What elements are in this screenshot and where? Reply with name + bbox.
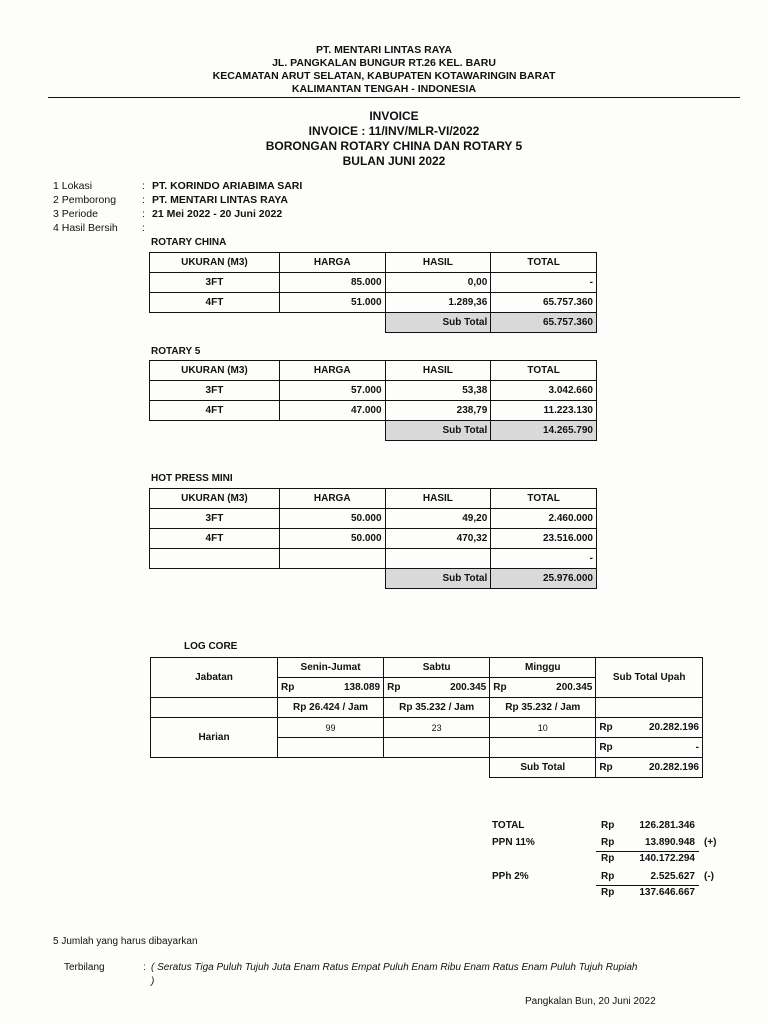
table-row: [150, 293, 597, 313]
cell-hasil: 0,00: [385, 273, 491, 293]
table-header-row: [150, 489, 597, 509]
cell-harga: 50.000: [279, 509, 385, 529]
grand-line: [596, 885, 699, 886]
section-title-hot-press-mini: HOT PRESS MINI: [151, 473, 233, 484]
table-row: [150, 549, 597, 569]
col-header-minggu: Minggu: [490, 658, 596, 678]
cell-total: -: [491, 273, 597, 293]
subtotal-value: 25.976.000: [491, 569, 597, 589]
col-header-harga: HARGA: [279, 253, 385, 273]
col-header-senin-jumat: Senin-Jumat: [278, 658, 384, 678]
cell-ukuran: [150, 549, 280, 569]
sum-line: [596, 851, 699, 852]
total-value: 126.281.346: [639, 820, 695, 831]
address-line-1: JL. PANGKALAN BUNGUR RT.26 KEL. BARU: [272, 57, 496, 69]
cell-ukuran: 3FT: [150, 381, 280, 401]
place-date: Pangkalan Bun, 20 Juni 2022: [525, 996, 656, 1007]
col-header-harga: HARGA: [279, 489, 385, 509]
subtotal-value: 65.757.360: [491, 313, 597, 333]
info-value-periode: 21 Mei 2022 - 20 Juni 2022: [152, 208, 283, 220]
rate-senin: 138.089: [311, 678, 383, 698]
subtotal-row: [150, 313, 597, 333]
rotary-5-table: [149, 360, 597, 441]
cell-harga: 85.000: [279, 273, 385, 293]
cell-total: 65.757.360: [491, 293, 597, 313]
rp-label: Rp: [596, 758, 627, 778]
address-line-2: KECAMATAN ARUT SELATAN, KABUPATEN KOTAWARINGIN BARAT: [212, 70, 556, 82]
rp-label: Rp: [278, 678, 312, 698]
terbilang-label: Terbilang: [64, 962, 105, 973]
subtotal-row: [151, 758, 703, 778]
invoice-month: BULAN JUNI 2022: [342, 154, 446, 168]
info-sep: :: [142, 180, 145, 192]
subtotal-row: [150, 569, 597, 589]
rp-label: Rp: [601, 871, 615, 882]
cell-harian: Harian: [151, 718, 278, 758]
header-divider: [48, 97, 740, 98]
rp-label: Rp: [601, 887, 615, 898]
rp-label: Rp: [384, 678, 418, 698]
table-row: [150, 529, 597, 549]
cell-total: 23.516.000: [491, 529, 597, 549]
rotary-china-table: [149, 252, 597, 333]
hourly-sabtu: Rp 35.232 / Jam: [384, 698, 490, 718]
subtotal-label: Sub Total: [490, 758, 596, 778]
amount-due-label: 5 Jumlah yang harus dibayarkan: [53, 936, 198, 947]
cell-days-senin: 99: [278, 718, 384, 738]
section-title-rotary-china: ROTARY CHINA: [151, 237, 227, 248]
table-row: [150, 273, 597, 293]
pph-sign: (-): [704, 871, 714, 882]
rp-label: Rp: [601, 837, 615, 848]
cell-hasil: [385, 549, 491, 569]
hourly-row: [151, 698, 703, 718]
invoice-title: INVOICE: [369, 109, 419, 123]
table-row: [150, 509, 597, 529]
hourly-senin: Rp 26.424 / Jam: [278, 698, 384, 718]
cell-ukuran: 3FT: [150, 509, 280, 529]
cell-days-sabtu: 23: [384, 718, 490, 738]
col-header-hasil: HASIL: [385, 489, 491, 509]
info-label-periode: 3 Periode: [53, 208, 98, 220]
cell-harga: 47.000: [279, 401, 385, 421]
cell-hasil: 49,20: [385, 509, 491, 529]
rp-label: Rp: [596, 738, 627, 758]
cell-hasil: 470,32: [385, 529, 491, 549]
sum-value: 140.172.294: [639, 853, 695, 864]
pph-value: 2.525.627: [650, 871, 695, 882]
rp-label: Rp: [490, 678, 524, 698]
info-label-lokasi: 1 Lokasi: [53, 180, 93, 192]
table-header-row: [150, 361, 597, 381]
company-name: PT. MENTARI LINTAS RAYA: [316, 44, 452, 56]
cell-hasil: 238,79: [385, 401, 491, 421]
info-value-pemborong: PT. MENTARI LINTAS RAYA: [152, 194, 288, 206]
cell-ukuran: 3FT: [150, 273, 280, 293]
cell-hasil: 1.289,36: [385, 293, 491, 313]
subtotal-value: 14.265.790: [491, 421, 597, 441]
info-sep: :: [142, 208, 145, 220]
cell-harga: [279, 549, 385, 569]
col-header-total: TOTAL: [491, 361, 597, 381]
address-line-3: KALIMANTAN TENGAH - INDONESIA: [291, 83, 477, 95]
ppn-value: 13.890.948: [644, 837, 695, 848]
cell-harga: 57.000: [279, 381, 385, 401]
subtotal-value: 20.282.196: [626, 758, 702, 778]
rp-label: Rp: [601, 853, 615, 864]
rp-label: Rp: [596, 718, 627, 738]
subtotal-label: Sub Total: [385, 569, 491, 589]
col-header-ukuran: UKURAN (M3): [150, 253, 280, 273]
ppn-label: PPN 11%: [492, 837, 535, 848]
hot-press-mini-table: [149, 488, 597, 589]
cell-total: 11.223.130: [491, 401, 597, 421]
amount-in-words: ( Seratus Tiga Puluh Tujuh Juta Enam Ratus Empat Puluh Enam Ribu Enam Ratus Enam Puluh Tujuh Rupiah: [151, 962, 638, 973]
cell-total: 3.042.660: [491, 381, 597, 401]
cell-ukuran: 4FT: [150, 401, 280, 421]
table-header-row: [150, 253, 597, 273]
col-header-total: TOTAL: [491, 253, 597, 273]
cell-days-minggu: 10: [490, 718, 596, 738]
cell-ukuran: 4FT: [150, 529, 280, 549]
rp-label: Rp: [601, 820, 615, 831]
table-row: [150, 401, 597, 421]
amount-in-words-close: ): [151, 976, 155, 987]
terbilang-sep: :: [143, 962, 146, 973]
cell-upah-1: 20.282.196: [626, 718, 702, 738]
table-header-row: [151, 658, 703, 678]
col-header-ukuran: UKURAN (M3): [150, 361, 280, 381]
col-header-total: TOTAL: [491, 489, 597, 509]
rate-minggu: 200.345: [523, 678, 595, 698]
cell-harga: 50.000: [279, 529, 385, 549]
hourly-minggu: Rp 35.232 / Jam: [490, 698, 596, 718]
table-row: [150, 381, 597, 401]
invoice-number: INVOICE : 11/INV/MLR-VI/2022: [308, 124, 480, 138]
section-title-rotary-5: ROTARY 5: [151, 346, 201, 357]
pph-label: PPh 2%: [492, 871, 529, 882]
col-header-ukuran: UKURAN (M3): [150, 489, 280, 509]
col-header-sabtu: Sabtu: [384, 658, 490, 678]
info-label-hasil-bersih: 4 Hasil Bersih: [53, 222, 118, 234]
col-header-jabatan: Jabatan: [151, 658, 278, 698]
cell-total: 2.460.000: [491, 509, 597, 529]
section-title-log-core: LOG CORE: [184, 641, 238, 652]
col-header-hasil: HASIL: [385, 361, 491, 381]
rate-sabtu: 200.345: [417, 678, 489, 698]
col-header-hasil: HASIL: [385, 253, 491, 273]
subtotal-label: Sub Total: [385, 313, 491, 333]
total-label: TOTAL: [492, 820, 525, 831]
info-label-pemborong: 2 Pemborong: [53, 194, 117, 206]
subtotal-label: Sub Total: [385, 421, 491, 441]
col-header-sub-total-upah: Sub Total Upah: [596, 658, 703, 698]
info-sep: :: [142, 194, 145, 206]
subtotal-row: [150, 421, 597, 441]
col-header-harga: HARGA: [279, 361, 385, 381]
grand-total-value: 137.646.667: [639, 887, 695, 898]
invoice-subject: BORONGAN ROTARY CHINA DAN ROTARY 5: [265, 139, 523, 153]
cell-ukuran: 4FT: [150, 293, 280, 313]
info-value-lokasi: PT. KORINDO ARIABIMA SARI: [152, 180, 303, 192]
log-core-table: [150, 657, 703, 778]
cell-harga: 51.000: [279, 293, 385, 313]
ppn-sign: (+): [704, 837, 717, 848]
table-row: [151, 718, 703, 738]
cell-upah-2: -: [626, 738, 702, 758]
cell-total: -: [491, 549, 597, 569]
info-sep: :: [142, 222, 145, 234]
cell-hasil: 53,38: [385, 381, 491, 401]
